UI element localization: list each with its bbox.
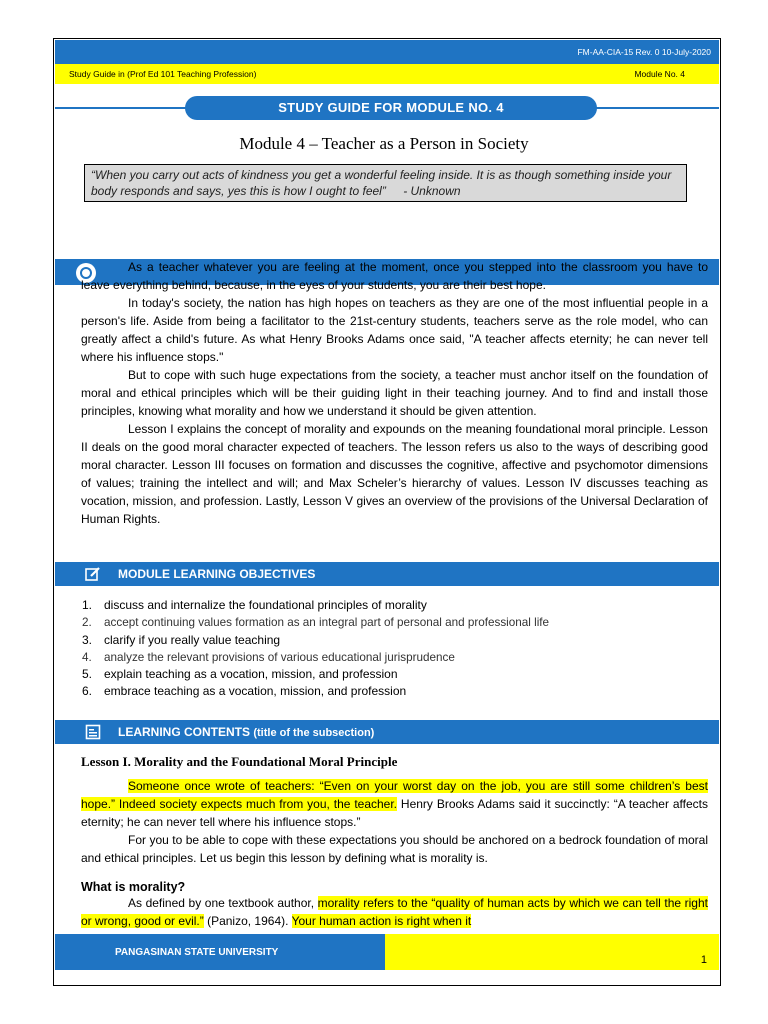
objective-text: clarify if you really value teaching xyxy=(104,632,281,647)
quote-box xyxy=(84,164,687,202)
footer-page-bar xyxy=(385,934,719,970)
objective-number: 2. xyxy=(82,616,92,630)
page-title: Module 4 – Teacher as a Person in Society xyxy=(239,134,529,153)
lesson-reference: Lesson I xyxy=(128,422,174,436)
university-name: PANGASINAN STATE UNIVERSITY xyxy=(115,947,279,958)
overview-text xyxy=(81,258,708,528)
footer-university-bar xyxy=(55,934,385,970)
objective-number: 3. xyxy=(82,632,93,647)
lesson-title: Lesson I. Morality and the Foundational Moral Principle xyxy=(81,754,398,769)
page-number: 1 xyxy=(700,954,707,966)
objectives-heading: MODULE LEARNING OBJECTIVES xyxy=(118,567,316,581)
objective-item xyxy=(82,649,712,666)
overview-paragraph: In today's society, the nation has high hopes on teachers as they are one of the most influential people in a person's life. Aside from being a facilitator to the 21st-century students, teachers serve as the role model, who can greatly affect a child's future. As what Henry Brooks Adams once said, "A teacher affects eternity; he can never tell where his influence stops." xyxy=(81,296,708,364)
header-blue-bar xyxy=(55,40,719,64)
form-code: FM-AA-CIA-15 Rev. 0 10-July-2020 xyxy=(577,47,711,57)
lesson-description: deals on the good moral character expected of teachers. The lesson refers us also to the ways of describing good moral character. xyxy=(81,440,708,472)
contents-heading xyxy=(118,725,374,739)
objectives-list xyxy=(82,597,712,701)
lesson-paragraph: For you to be able to cope with these expectations you should be anchored on a bedrock foundation of moral and ethical principles. Let us begin this lesson by defining what is morality is. xyxy=(81,833,708,865)
lesson-reference: Lesson V xyxy=(302,494,354,508)
objective-item xyxy=(82,597,712,614)
overview-paragraph: As a teacher whatever you are feeling at the moment, once you stepped into the classroom you have to leave everything behind, because, in the eyes of your students, you are their best hope. xyxy=(81,260,708,292)
edit-icon xyxy=(85,566,101,582)
lesson-description: focuses on formation and discusses the cognitive, affective and psychomotor dimensions of values; training the intellect and will; and Max Scheler’s hierarchy of values. xyxy=(81,458,708,490)
lesson-reference: Lesson IV xyxy=(525,476,582,490)
lesson-reference: Lesson III xyxy=(171,458,225,472)
objective-item xyxy=(82,632,712,649)
objectives-section-bar xyxy=(55,562,719,586)
objective-text: accept continuing values formation as an integral part of personal and professional life xyxy=(104,616,550,630)
lesson-description: explains the concept of morality and expounds on the meaning foundational moral principle. xyxy=(173,422,670,436)
contents-section-bar xyxy=(55,720,719,744)
contents-heading-sub: (title of the subsection) xyxy=(253,727,375,739)
objective-number: 6. xyxy=(82,684,93,699)
objective-item xyxy=(82,614,712,631)
objective-number: 1. xyxy=(82,598,93,612)
overview-paragraph: But to cope with such huge expectations from the society, a teacher must anchor itself on the foundation of moral and ethical principles which will be their guiding light in their teaching journey. And to find and install those principles, knowing what morality and how we understand it should be given attention. xyxy=(81,368,708,418)
contents-heading-text: LEARNING CONTENTS xyxy=(118,725,250,739)
course-label: Study Guide in (Prof Ed 101 Teaching Profession) xyxy=(69,69,257,79)
paragraph-text: As defined by one textbook author, xyxy=(128,896,318,910)
quote-author: - Unknown xyxy=(403,184,461,198)
highlighted-text: Someone once wrote of teachers: “Even on your worst day on the job, you are still some children’s best hope.” Indeed society expects much from you, the teacher. xyxy=(81,779,708,811)
document-icon xyxy=(85,724,101,740)
highlighted-text: morality refers to the “quality of human acts by which we can tell the right or wrong, good or evil.” xyxy=(81,896,708,928)
lesson-description: discusses teaching as vocation, mission, and profession. Lastly, xyxy=(81,476,708,508)
morality-subheading: What is morality? xyxy=(81,880,186,894)
objective-item xyxy=(82,666,712,683)
objective-text: discuss and internalize the foundational principles of morality xyxy=(104,598,427,612)
module-banner: STUDY GUIDE FOR MODULE NO. 4 xyxy=(185,96,597,120)
objective-number: 5. xyxy=(82,667,93,682)
lesson-paragraph xyxy=(81,894,708,930)
quote-text: “When you carry out acts of kindness you get a wonderful feeling inside. It is as though something inside your body responds and says, yes this is how I ought to feel” xyxy=(91,168,672,198)
lesson-reference: Lesson II xyxy=(81,422,708,454)
lesson-text xyxy=(81,777,708,867)
highlighted-text: Your human action is right when it xyxy=(291,914,472,928)
objective-text: explain teaching as a vocation, mission, and profession xyxy=(104,667,398,682)
morality-text xyxy=(81,894,708,930)
lessons-overview-paragraph xyxy=(81,420,708,528)
objective-item xyxy=(82,683,712,700)
objective-text: embrace teaching as a vocation, mission, and profession xyxy=(104,684,407,699)
header-yellow-bar xyxy=(55,64,719,84)
paragraph-text: Henry Brooks Adams said it succinctly: “A teacher affects eternity; he can never tell where his influence stops.” xyxy=(81,797,708,829)
lesson-paragraph xyxy=(81,777,708,831)
paragraph-text: (Panizo, 1964). xyxy=(203,914,292,928)
lesson-description: gives an overview of the provisions of the Universal Declaration of Human Rights. xyxy=(81,494,708,526)
objective-text: analyze the relevant provisions of various educational jurisprudence xyxy=(104,650,455,664)
objective-number: 4. xyxy=(82,650,92,664)
module-number: Module No. 4 xyxy=(634,69,685,79)
